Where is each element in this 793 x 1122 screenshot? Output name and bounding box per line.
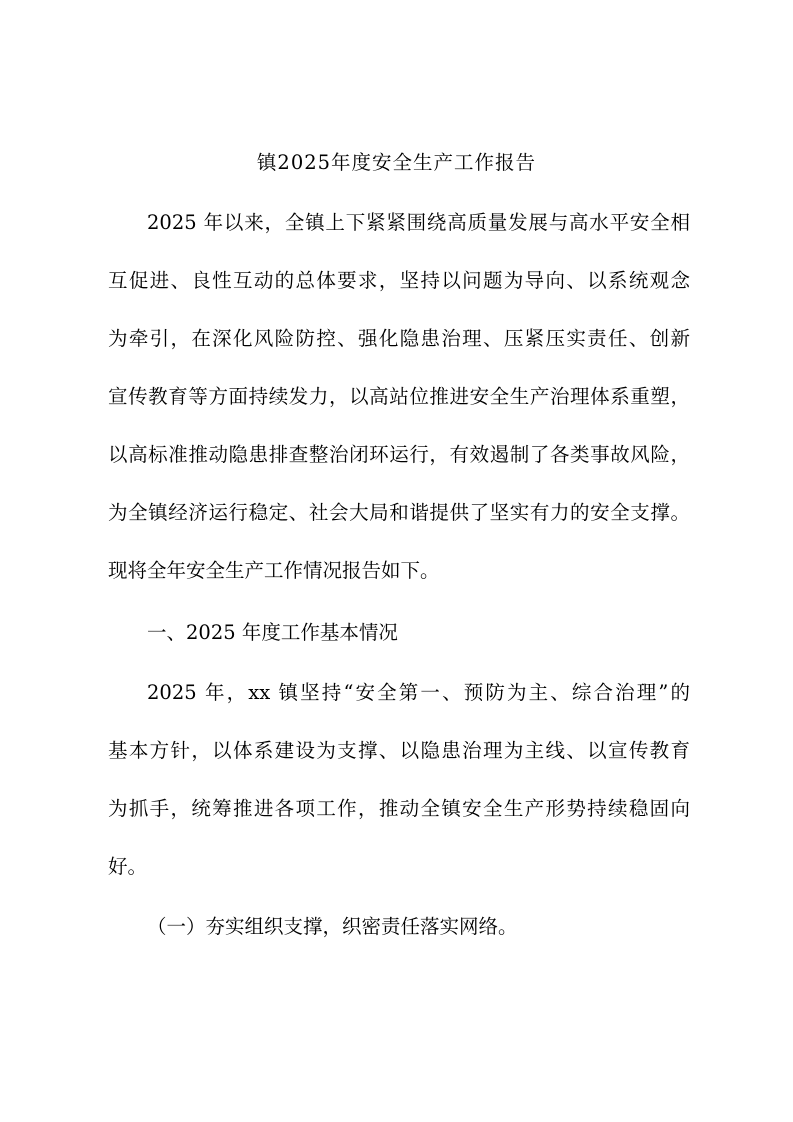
paragraph-line: 好。 xyxy=(108,855,148,878)
paragraph-line: 为抓手，统筹推进各项工作，推动全镇安全生产形势持续稳固向 xyxy=(108,797,690,820)
paragraph-line: 2025 年以来，全镇上下紧紧围绕高质量发展与高水平安全相 xyxy=(147,211,690,234)
paragraph-line: 现将全年安全生产工作情况报告如下。 xyxy=(108,559,440,582)
paragraph-line: 基本方针，以体系建设为支撑、以隐患治理为主线、以宣传教育 xyxy=(108,739,690,762)
section-heading: 一、2025 年度工作基本情况 xyxy=(147,621,398,644)
page-title: 镇2025年度安全生产工作报告 xyxy=(256,151,537,174)
subsection-heading: （一）夯实组织支撑，织密责任落实网络。 xyxy=(147,915,518,938)
paragraph-line: 为全镇经济运行稳定、社会大局和谐提供了坚实有力的安全支撑。 xyxy=(108,501,690,524)
paragraph-line: 2025 年，xx 镇坚持“安全第一、预防为主、综合治理”的 xyxy=(147,681,690,704)
paragraph-line: 宣传教育等方面持续发力，以高站位推进安全生产治理体系重塑， xyxy=(108,385,690,408)
paragraph-line: 以高标准推动隐患排查整治闭环运行，有效遏制了各类事故风险， xyxy=(108,443,690,466)
paragraph-line: 互促进、良性互动的总体要求，坚持以问题为导向、以系统观念 xyxy=(108,269,690,292)
paragraph-line: 为牵引，在深化风险防控、强化隐患治理、压紧压实责任、创新 xyxy=(108,327,690,350)
